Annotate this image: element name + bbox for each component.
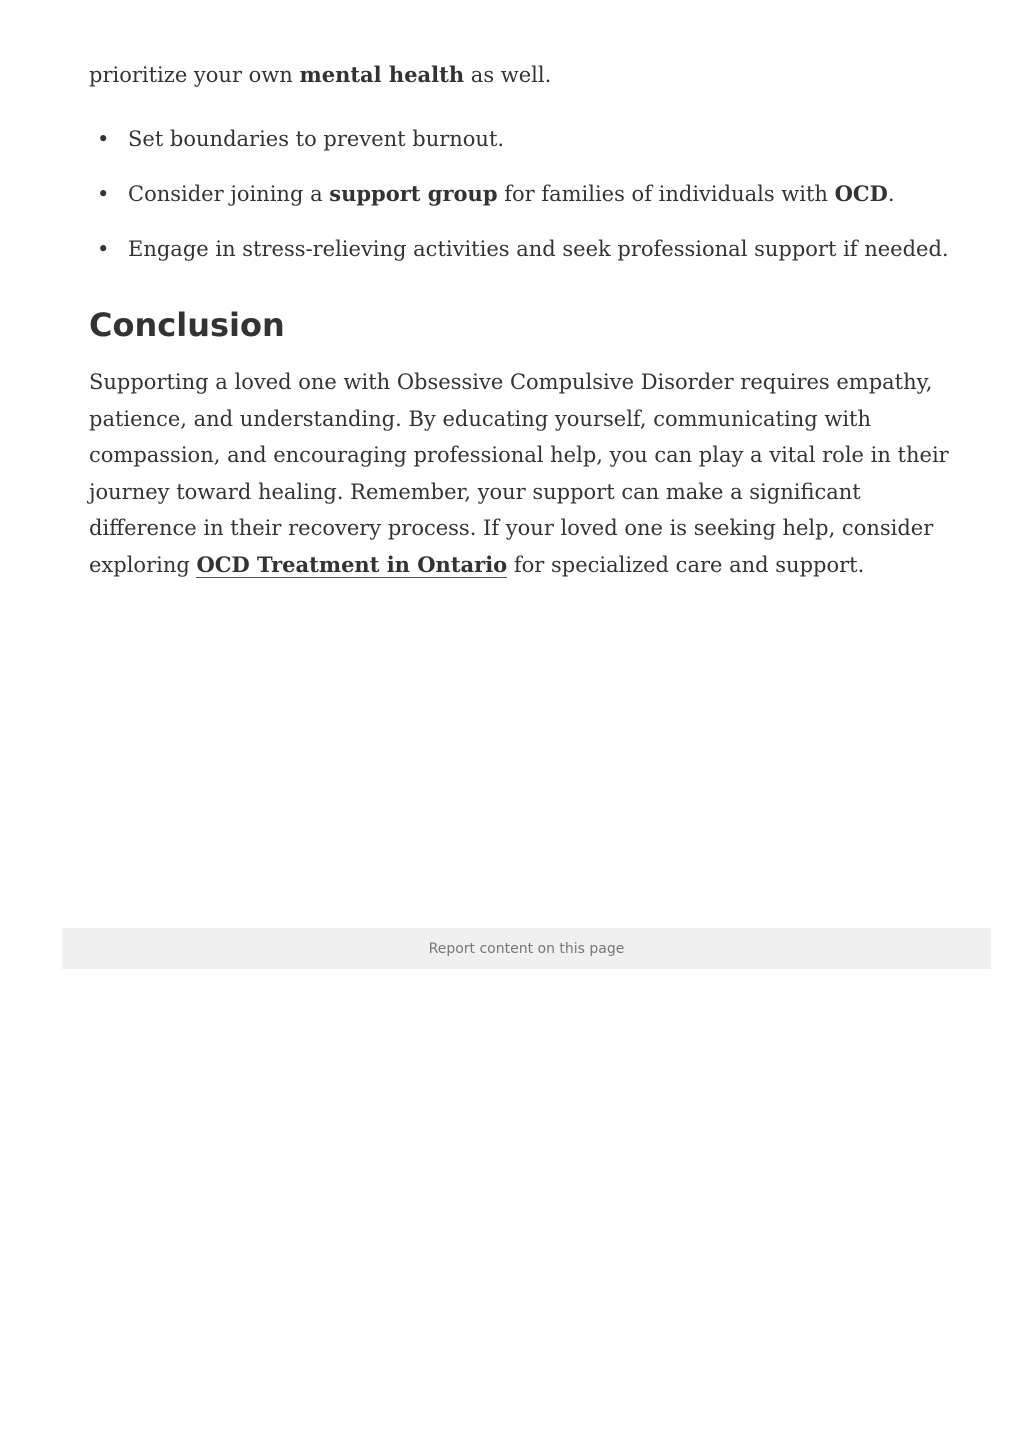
conclusion-text: Supporting a loved one with Obsessive Compulsive Disorder requires empathy, patience, and understanding. By educating yourself, communicating with compassion, and encouraging professional help, you can play a vital role in their journey toward healing. Remember, your support can make a significant difference in their recovery process. If your loved one is seeking help, consider exploring [89, 370, 949, 577]
self-care-tips-list [89, 121, 969, 286]
support-group-emphasis: support group [329, 181, 498, 206]
ocd-emphasis: OCD [834, 181, 888, 206]
intro-text-after: as well. [464, 63, 552, 87]
list-item [89, 176, 969, 212]
conclusion-paragraph [89, 364, 969, 584]
report-content-link[interactable]: Report content on this page [428, 940, 625, 957]
bullet-icon: • [97, 127, 110, 151]
mental-health-emphasis: mental health [299, 62, 465, 87]
tip-text-before: Consider joining a [128, 182, 330, 206]
conclusion-text-after-link: for specialized care and support. [507, 552, 865, 577]
tip-text-after: . [887, 182, 895, 206]
tip-text: Set boundaries to prevent burnout. [128, 127, 505, 151]
tip-text-middle: for families of individuals with [497, 182, 835, 206]
bullet-icon: • [97, 182, 110, 206]
bullet-icon: • [97, 237, 110, 261]
list-item [89, 121, 969, 157]
conclusion-heading: Conclusion [89, 306, 285, 344]
list-item [89, 231, 969, 267]
ocd-treatment-ontario-link[interactable]: OCD Treatment in Ontario [196, 551, 508, 577]
intro-text-before: prioritize your own [89, 63, 300, 87]
report-content-bar [62, 928, 991, 969]
tip-text: Engage in stress-relieving activities and seek professional support if needed. [128, 237, 949, 261]
intro-paragraph [89, 57, 551, 93]
